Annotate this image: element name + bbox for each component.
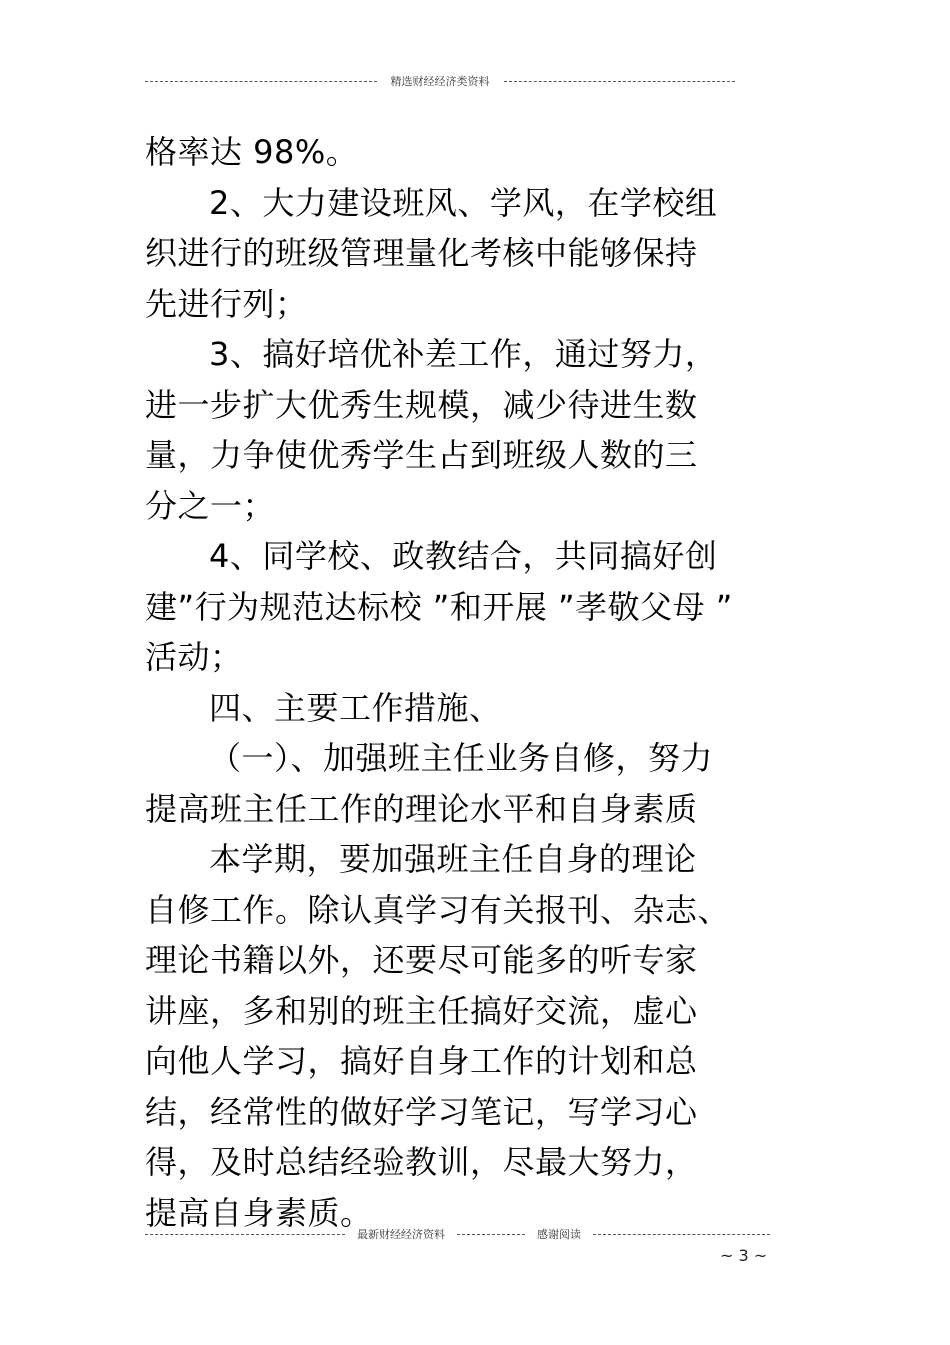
body-line: 先进行列； [145,284,308,323]
body-line: 分之一； [145,486,276,525]
body-line: 4、同学校、政教结合，共同搞好创 [145,537,718,575]
body-line: 活动； [145,638,243,676]
body-line: 格率达 98%。 [145,133,359,171]
body-line: 织进行的班级管理量化考核中能够保持 [145,234,698,272]
body-line: 3、搞好培优补差工作，通过努力， [145,335,718,373]
footer-dash-middle [457,1234,525,1235]
page-header [145,72,735,90]
body-line: 结，经常性的做好学习笔记，写学习心 [145,1092,698,1131]
header-title: 精选财经经济类资料 [390,75,490,88]
body-line: 本学期，要加强班主任自身的理论 [145,840,697,878]
body-line: 量，力争使优秀学生占到班级人数的三 [145,436,698,474]
body-line: 四、主要工作措施、 [145,688,502,727]
body-line: 讲座，多和别的班主任搞好交流，虚心 [145,991,698,1030]
footer-dash-left [145,1234,345,1235]
body-line: 自修工作。除认真学习有关报刊、杂志、 [145,890,731,929]
body-line: 提高自身素质。 [145,1193,373,1232]
footer-left-text: 最新财经经济资料 [357,1228,445,1241]
header-dash-left [145,81,377,82]
footer-right-text: 感谢阅读 [537,1228,581,1241]
body-line: 得，及时总结经验教训，尽最大努力， [145,1143,698,1181]
page-footer [145,1225,770,1243]
body-line: 向他人学习，搞好自身工作的计划和总 [145,1042,698,1080]
page-number: ~ 3 ~ [720,1246,768,1265]
body-line: 进一步扩大优秀生规模，减少待进生数 [145,385,698,424]
body-line: 2、大力建设班风、学风，在学校组 [145,183,718,222]
header-dash-right [504,81,736,82]
document-body [145,127,825,1238]
body-line: 理论书籍以外，还要尽可能多的听专家 [145,941,698,979]
body-line: 提高班主任工作的理论水平和自身素质 [145,789,698,828]
footer-dash-right [593,1234,770,1235]
body-line: 建”行为规范达标校 ”和开展 ”孝敬父母 ” [145,587,733,626]
body-line: （一）、加强班主任业务自修，努力 [145,739,714,777]
